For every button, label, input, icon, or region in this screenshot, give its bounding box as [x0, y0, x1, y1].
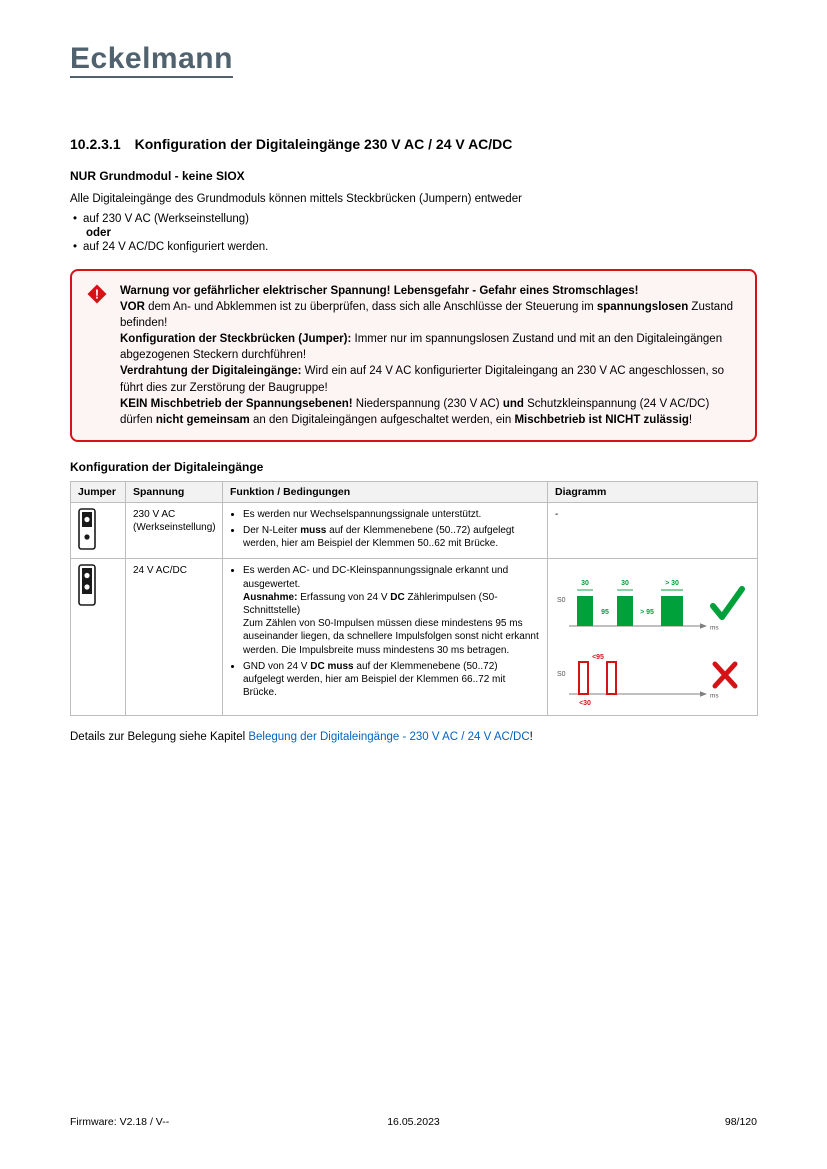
footer-date: 16.05.2023 — [387, 1116, 440, 1128]
svg-text:<30: <30 — [579, 700, 591, 708]
funktion-cell — [223, 559, 548, 716]
cross-icon — [715, 664, 735, 686]
table-row — [71, 502, 758, 559]
diagramm-cell — [548, 559, 758, 716]
funktion-item: • Es werden nur Wechselspannungssignale unterstützt. — [243, 508, 540, 521]
intro-bullet-list — [70, 213, 757, 253]
bullet-text: auf 24 V AC/DC konfiguriert werden. — [83, 241, 269, 253]
warning-paragraph: KEIN Mischbetrieb der Spannungsebenen! Niederspannung (230 V AC) und Schutzkleinspannung (24 V AC/DC) dürfen nicht gemeinsam an den Digitaleingängen aufgeschaltet werden, ein Mischbetrieb ist NICHT zulässig! — [120, 397, 710, 426]
warning-paragraph: Verdrahtung der Digitaleingänge: Wird ein auf 24 V AC konfigurierter Digitaleingang an 230 V AC angeschlossen, so führt dies zur Zerstörung der Baugruppe! — [120, 365, 725, 394]
s0-timing-diagram-invalid — [555, 648, 751, 710]
details-line — [70, 731, 757, 743]
warning-paragraph: Konfiguration der Steckbrücken (Jumper): Immer nur im spannungslosen Zustand und mit an den Digitaleingängen abgezogenen Steckern durchführen! — [120, 333, 723, 362]
jumper-cell — [71, 502, 126, 559]
bullet-item — [70, 213, 757, 225]
page-footer — [70, 1116, 757, 1128]
warning-paragraph: Warnung vor gefährlicher elektrischer Spannung! Lebensgefahr - Gefahr eines Stromschlages! — [120, 285, 639, 297]
diagramm-cell — [548, 502, 758, 559]
funktion-item: • Es werden AC- und DC-Kleinspannungssignale erkannt und ausgewertet. Ausnahme: Erfassung von 24 V DC Zählerimpulsen (S0-Schnittstelle) Zum Zählen von S0-Impulsen müssen diese mindestens 95 ms auseinander liegen, da schnellere Impulsfolgen sonst nicht erkannt werden. Die Impulsbreite muss mindestens 30 ms betragen. — [243, 564, 540, 656]
intro-paragraph: Alle Digitaleingänge des Grundmoduls können mittels Steckbrücken (Jumpern) entweder — [70, 193, 522, 205]
column-header-spannung: Spannung — [126, 481, 223, 502]
svg-text:30: 30 — [581, 580, 589, 588]
section-heading — [70, 136, 757, 152]
column-header-jumper: Jumper — [71, 481, 126, 502]
funktion-item: • Der N-Leiter muss auf der Klemmenebene (50..72) aufgelegt werden, hier am Beispiel der Klemmen 50..62 mit Brücke. — [243, 524, 540, 550]
funktion-cell — [223, 502, 548, 559]
bullet-marker: • — [73, 213, 78, 225]
section-number: 10.2.3.1 — [70, 136, 121, 152]
diagram-placeholder: - — [555, 508, 559, 520]
bullet-text: auf 230 V AC (Werkseinstellung) — [83, 213, 249, 225]
svg-text:S0: S0 — [557, 597, 566, 605]
subsection-heading: NUR Grundmodul - keine SIOX — [70, 169, 245, 183]
section-title: Konfiguration der Digitaleingänge 230 V AC / 24 V AC/DC — [134, 136, 513, 152]
chapter-link[interactable]: Belegung der Digitaleingänge - 230 V AC / 24 V AC/DC — [248, 731, 530, 744]
warning-paragraph: VOR dem An- und Abklemmen ist zu überprüfen, dass sich alle Anschlüsse der Steuerung im spannungslosen Zustand befinden! — [120, 301, 733, 330]
s0-timing-diagram-valid — [555, 564, 751, 644]
checkmark-icon — [713, 589, 742, 617]
configuration-table — [70, 481, 758, 717]
footer-page-number: 98/120 — [724, 1116, 757, 1128]
svg-text:> 30: > 30 — [665, 580, 679, 588]
warning-exclamation-icon — [87, 284, 107, 309]
svg-text:30: 30 — [621, 580, 629, 588]
svg-text:<95: <95 — [592, 654, 604, 662]
svg-text:!: ! — [94, 287, 100, 302]
svg-text:S0: S0 — [557, 671, 566, 679]
svg-text:ms: ms — [710, 624, 719, 632]
svg-text:> 95: > 95 — [640, 609, 654, 617]
jumper-cell — [71, 559, 126, 716]
table-row — [71, 559, 758, 716]
jumper-230v-icon — [78, 508, 96, 550]
spannung-cell: 24 V AC/DC — [126, 559, 223, 716]
jumper-24v-icon — [78, 564, 96, 606]
funktion-list — [230, 508, 540, 551]
bullet-marker: • — [73, 241, 78, 253]
details-suffix: ! — [529, 731, 533, 744]
bullet-item — [70, 241, 757, 253]
oder-text: oder — [86, 227, 111, 239]
funktion-list — [230, 564, 540, 699]
spannung-cell: 230 V AC (Werkseinstellung) — [126, 502, 223, 559]
funktion-item: • GND von 24 V DC muss auf der Klemmenebene (50..72) aufgelegt werden, hier am Beispiel der Klemmen 66..72 mit Brücke. — [243, 660, 540, 700]
warning-box — [70, 269, 757, 442]
svg-text:ms: ms — [710, 692, 719, 700]
details-prefix: Details zur Belegung siehe Kapitel — [70, 731, 249, 744]
column-header-diagramm: Diagramm — [548, 481, 758, 502]
table-caption: Konfiguration der Digitaleingänge — [70, 459, 264, 474]
footer-firmware: Firmware: V2.18 / V-- — [70, 1116, 170, 1128]
svg-text:95: 95 — [601, 609, 609, 617]
table-header-row — [71, 481, 758, 502]
eckelmann-logo: Eckelmann — [70, 44, 233, 78]
column-header-funktion: Funktion / Bedingungen — [223, 481, 548, 502]
